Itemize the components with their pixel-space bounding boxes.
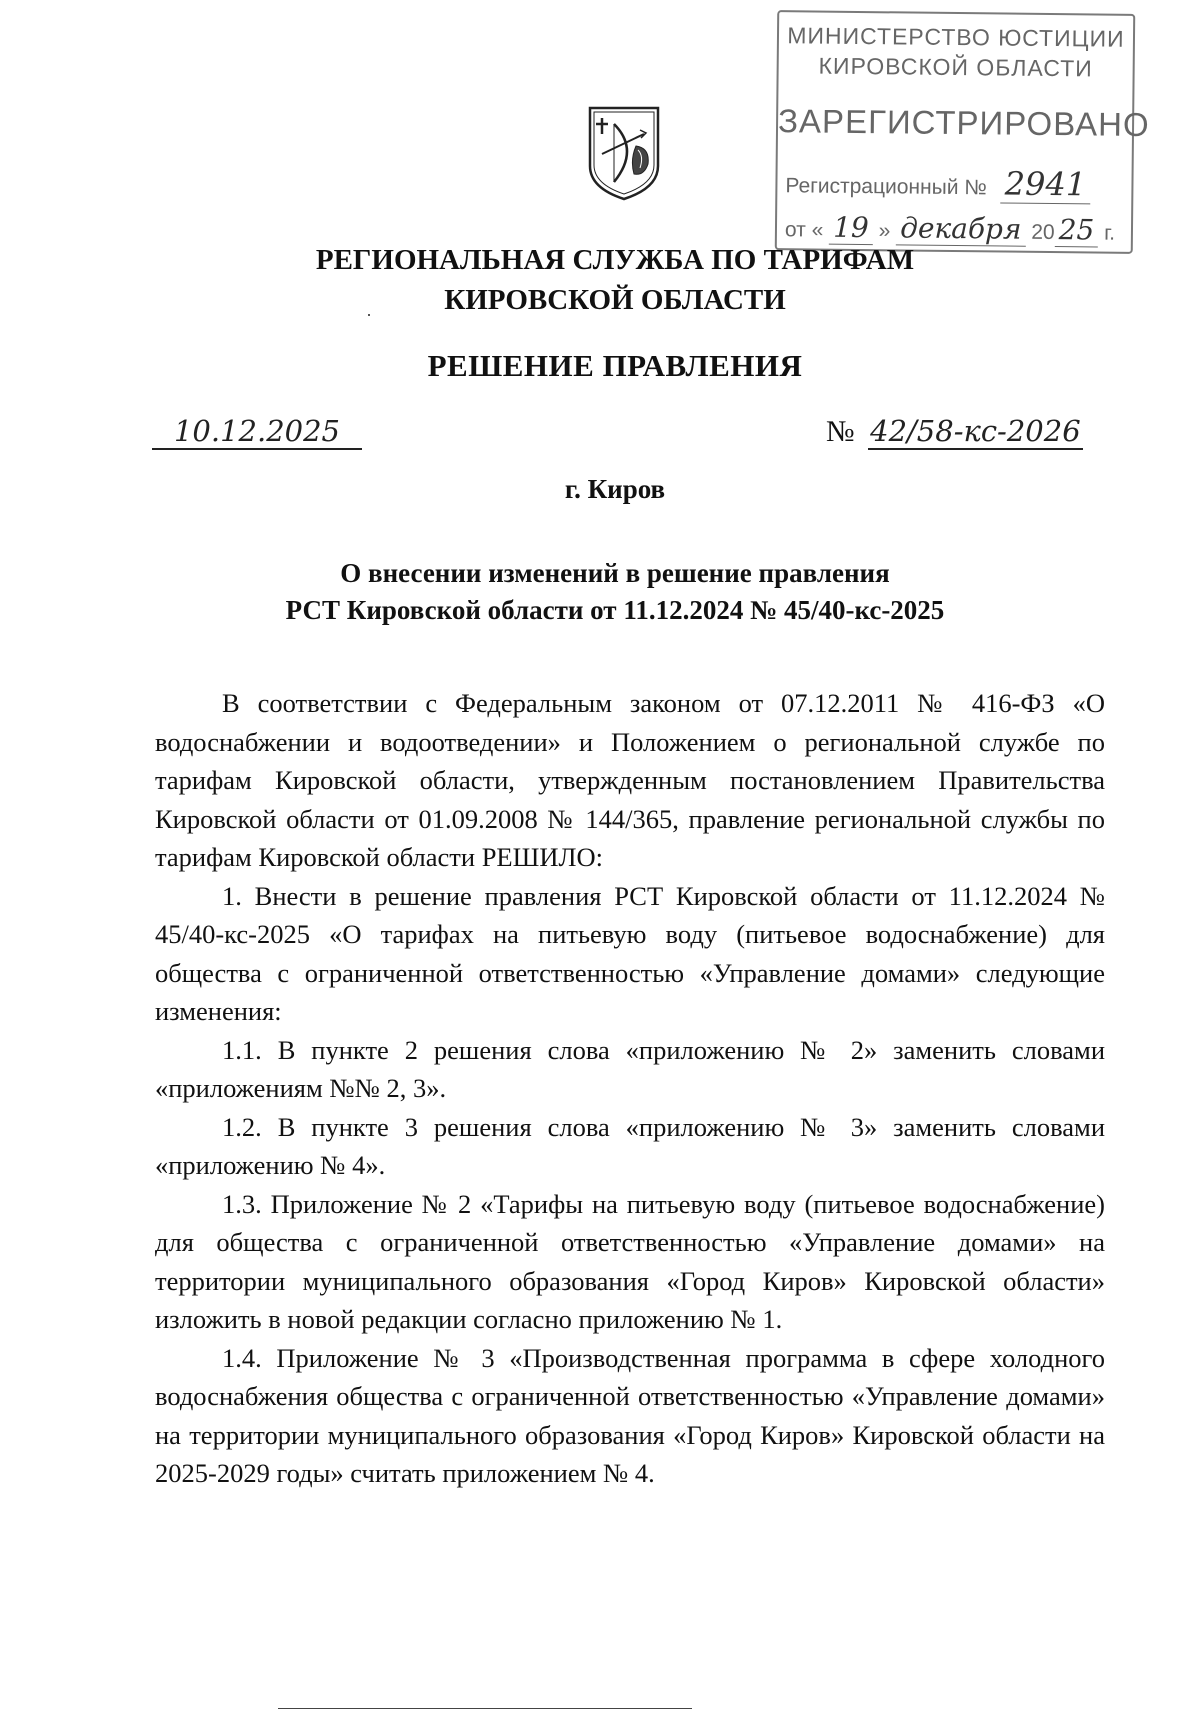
registration-stamp bbox=[775, 10, 1150, 254]
stamp-date-year-prefix: 20 bbox=[1031, 220, 1055, 245]
stamp-reg-number-row bbox=[785, 162, 1090, 203]
document-number-row bbox=[826, 414, 1083, 449]
stamp-date-year: 25 bbox=[1055, 213, 1099, 247]
subject-line-2: РСТ Кировской области от 11.12.2024 № 45/40-кс-2025 bbox=[285, 595, 945, 625]
paragraph-item-1-4: 1.4. Приложение № 3 «Производственная программа в сфере холодного водоснабжения общества с ограниченной ответственностью «Управление домами» на территории муниципального образования «Город Киров» Кировской области на 2025-2029 годы» считать приложением № 4. bbox=[155, 1342, 1105, 1488]
document-city: г. Киров bbox=[564, 474, 666, 504]
stamp-date-day: 19 bbox=[829, 211, 873, 245]
organization-name bbox=[0, 240, 1200, 320]
stamp-ministry: МИНИСТЕРСТВО ЮСТИЦИИ bbox=[787, 22, 1125, 52]
number-sign: № bbox=[826, 415, 855, 448]
stamp-date-month: декабря bbox=[896, 211, 1026, 246]
paragraph-item-1: 1. Внести в решение правления РСТ Кировской области от 11.12.2024 № 45/40-кс-2025 «О тарифах на питьевую воду (питьевое водоснабжение) для общества с ограниченной ответственностью «Управление домами» следующие изменения: bbox=[155, 880, 1105, 1026]
stamp-date-prefix: от « bbox=[784, 218, 824, 242]
coat-of-arms-icon bbox=[584, 104, 664, 202]
stamp-registered: ЗАРЕГИСТРИРОВАНО bbox=[777, 102, 1150, 144]
document-subject bbox=[0, 555, 1200, 629]
paragraph-preamble: В соответствии с Федеральным законом от 07.12.2011 № 416-ФЗ «О водоснабжении и водоотведении» и Положением о региональной службе по тарифам Кировской области, утвержденным постановлением Правительства Кировской области от 01.09.2008 № 144/365, правление региональной службы по тарифам Кировской области РЕШИЛО: bbox=[155, 688, 1105, 872]
subject-line-1: О внесении изменений в решение правления bbox=[340, 558, 890, 588]
stamp-date-mid: » bbox=[878, 219, 891, 243]
page-bottom-line bbox=[278, 1708, 692, 1709]
org-line-2: КИРОВСКОЙ ОБЛАСТИ bbox=[444, 284, 786, 316]
stamp-region: КИРОВСКОЙ ОБЛАСТИ bbox=[818, 52, 1093, 82]
stamp-date-suffix: г. bbox=[1104, 221, 1116, 245]
stamp-reg-number: 2941 bbox=[1001, 164, 1091, 204]
document-number: 42/58-кс-2026 bbox=[870, 414, 1081, 448]
org-line-1: РЕГИОНАЛЬНАЯ СЛУЖБА ПО ТАРИФАМ bbox=[315, 244, 915, 276]
paragraph-item-1-2: 1.2. В пункте 3 решения слова «приложению № 3» заменить словами «приложению № 4». bbox=[155, 1111, 1105, 1180]
document-body bbox=[155, 684, 1105, 1493]
document-title: РЕШЕНИЕ ПРАВЛЕНИЯ bbox=[427, 348, 803, 383]
stamp-reg-label: Регистрационный № bbox=[785, 174, 987, 200]
paragraph-item-1-1: 1.1. В пункте 2 решения слова «приложению № 2» заменить словами «приложениям №№ 2, 3». bbox=[155, 1034, 1105, 1103]
document-date: 10.12.2025 bbox=[152, 414, 362, 450]
paragraph-item-1-3: 1.3. Приложение № 2 «Тарифы на питьевую воду (питьевое водоснабжение) для общества с ограниченной ответственностью «Управление домами» на территории муниципального образования «Город Киров» Кировской области» изложить в новой редакции согласно приложению № 1. bbox=[155, 1188, 1105, 1334]
